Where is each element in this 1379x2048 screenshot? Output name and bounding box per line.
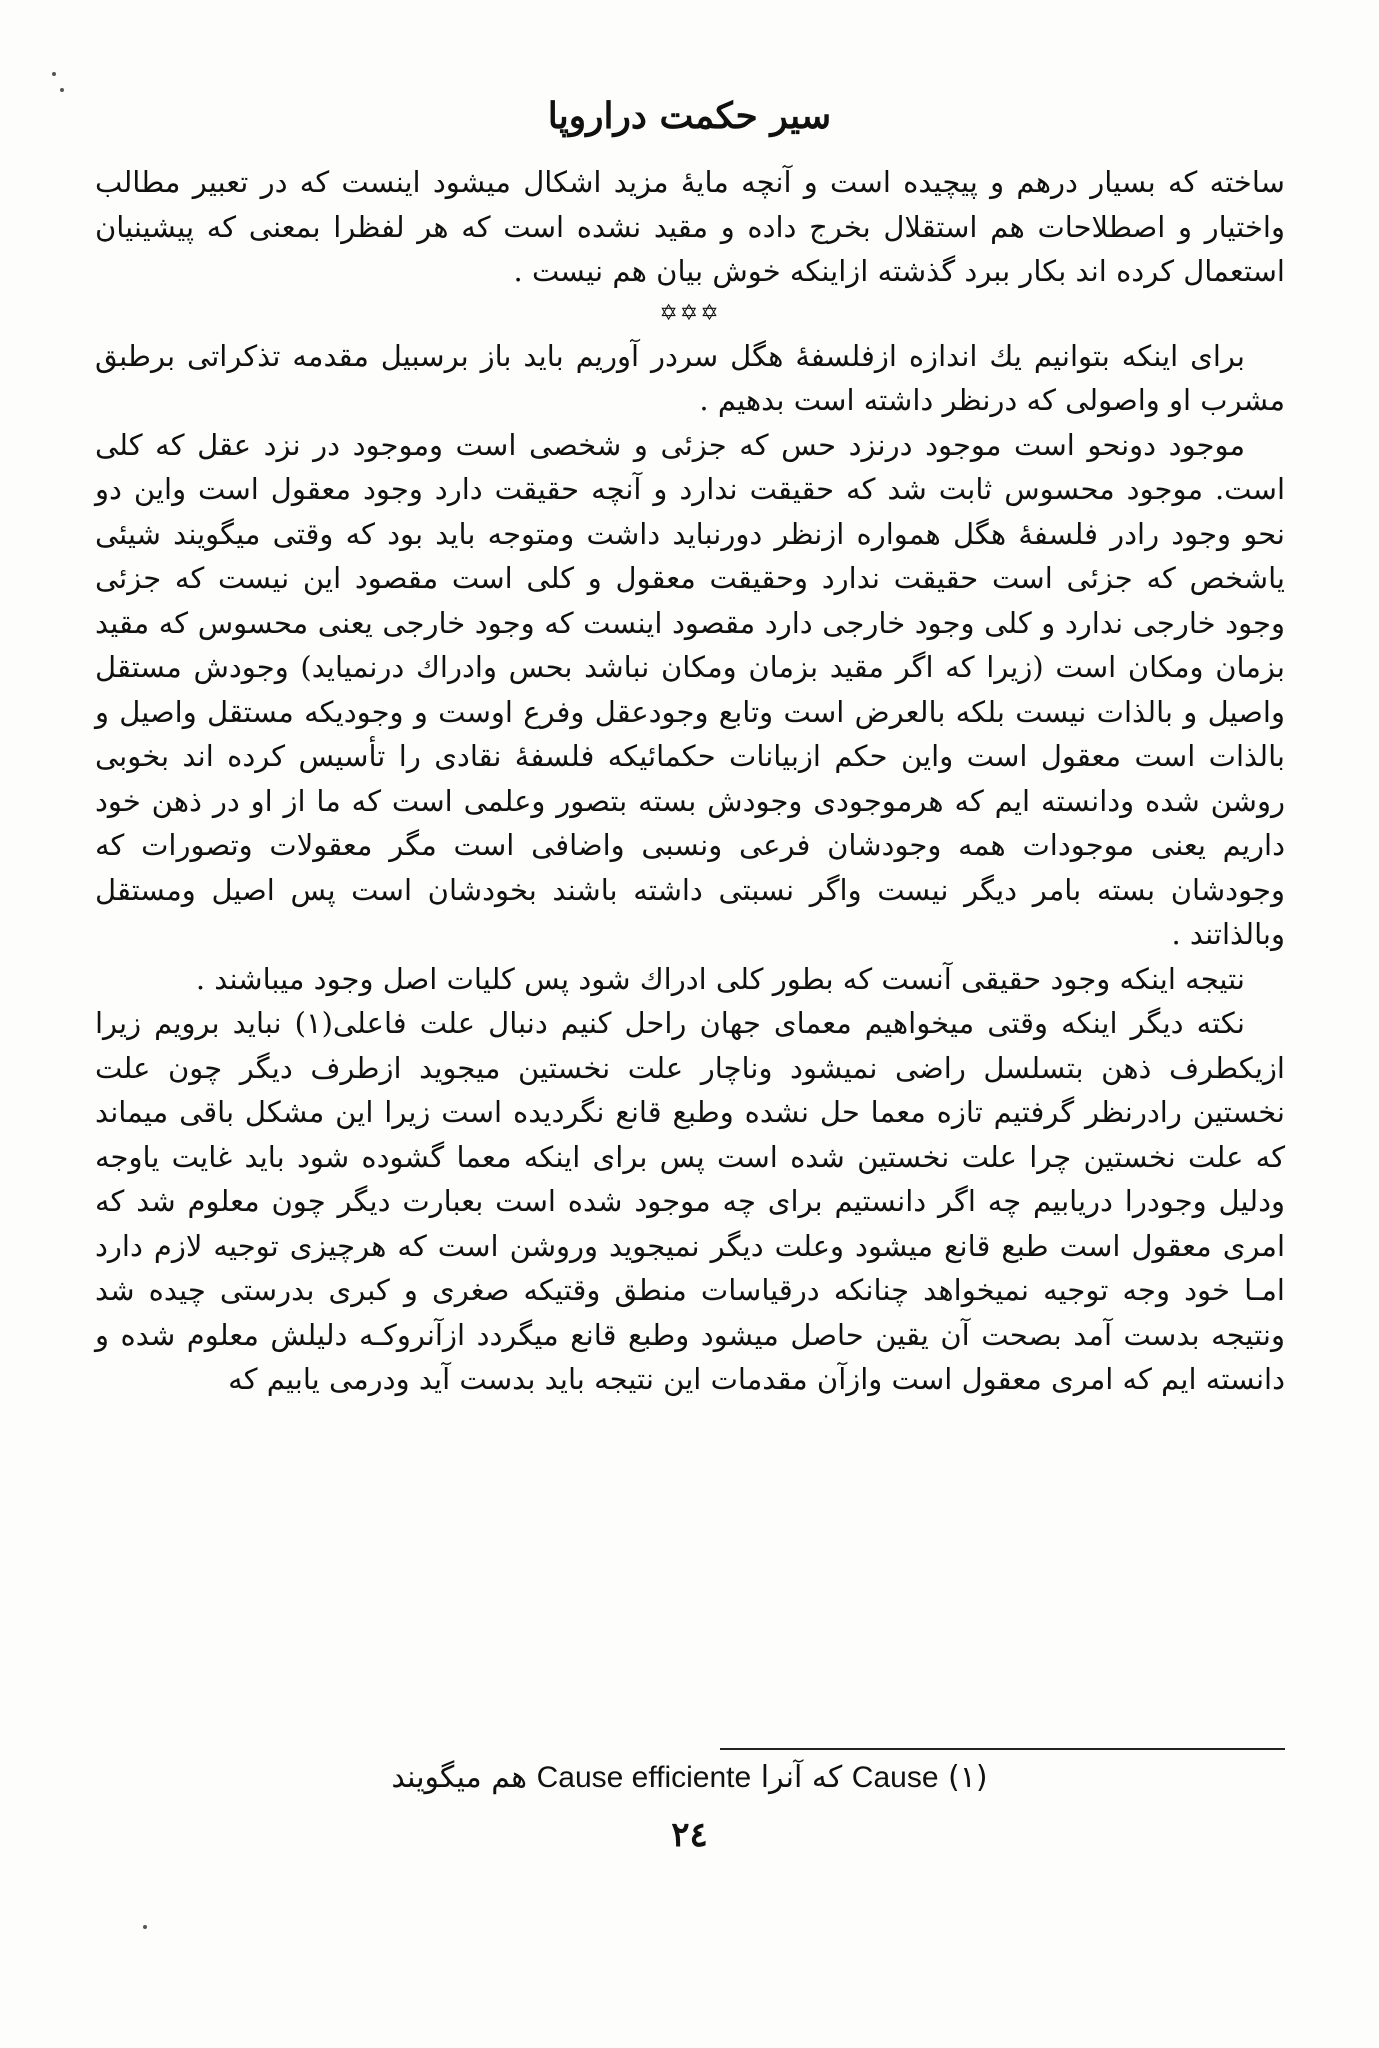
paragraph: برای اینکه بتوانیم یك اندازه ازفلسفهٔ هگل سردر آوریم باید باز برسبیل مقدمه تذکراتی برطبق مشرب او واصولی که درنظر داشته است بدهیم . [95,338,1285,417]
footnote-connector: که آنرا [760,1760,843,1795]
scan-speck [60,88,64,92]
paragraph: موجود دونحو است موجود درنزد حس که جزئی و شخصی است وموجود در نزد عقل که کلی است. موجود محسوس ثابت شد که حقیقت ندارد و آنچه حقیقت دارد وجود معقول است واین دو نحو وجود رادر فلسفهٔ هگل همواره ازنظر دورنباید داشت ومتوجه باید بود که وقتی میگویند شیئی یاشخص که جزئی است حقیقت ندارد وحقیقت معقول و کلی است مقصود این نیست که جزئی وجود خارجی ندارد و کلی وجود خارجی دارد مقصود اینست که وجود خارجی یعنی محسوس که مقید بزمان ومکان است (زیرا که اگر مقید بزمان ومکان نباشد بحس وادراك درنمیاید) وجودش مستقل واصیل و بالذات نیست بلکه بالعرض است وتابع وجودعقل وفرع اوست و وجودیکه مستقل واصیل و بالذات است معقول است واین حکم ازبیانات حکمائیکه فلسفهٔ نقادی را تأسیس کرده اند بخوبی روشن شده ودانسته ایم که هرموجودی وجودش بسته بتصور وعلمی است که ما از او در ذهن خود داریم یعنی موجودات همه وجودشان فرعی ونسبی واضافی است مگر معقولات وتصورات که وجودشان بسته بامر دیگر نیست واگر نسبتی داشته باشند بخودشان است پس اصیل ومستقل وبالذاتند . [95,427,1285,951]
footnote-marker: (۱) [948,1760,988,1795]
footnote-rule [720,1748,1285,1750]
scan-speck [143,1925,147,1929]
page-number: ۲٤ [671,1815,708,1855]
body-text [95,160,1285,1402]
footnote [0,1760,1379,1795]
footnote-term: Cause efficiente [536,1761,752,1794]
section-divider-stars: ✡✡✡ [659,300,721,326]
scan-speck [52,72,56,76]
paragraph: نکته دیگر اینکه وقتی میخواهیم معمای جهان راحل کنیم دنبال علت فاعلی(۱) نباید برویم زیرا ازیکطرف ذهن بتسلسل راضی نمیشود وناچار علت نخستین میجوید ازطرف دیگر چون علت نخستین رادرنظر گرفتیم تازه معما حل نشده وطبع قانع نگردیده است زیرا این مشکل باقی میماند که علت نخستین چرا علت نخستین شده است پس برای اینکه معما گشوده شود باید غایت یاوجه ودلیل وجودرا دریابیم چه اگر دانستیم برای چه موجود شده است بعبارت دیگر چون معلوم شد که امری معقول است طبع قانع میشود وعلت دیگر نمیجوید وروشن است که هرچیزی توجیه لازم دارد امـا خود وجه توجیه نمیخواهد چنانکه درقیاسات منطق وقتیکه صغری و کبری بدرستی چیده شد ونتیجه بدست آمد بصحت آن یقین حاصل میشود وطبع قانع میگردد ازآنروکـه دلیلش معلوم شده و دانسته ایم که امری معقول است وازآن مقدمات این نتیجه باید بدست آید ودرمی یابیم که [95,1006,1285,1396]
paragraph: ساخته که بسیار درهم و پیچیده است و آنچه مایهٔ مزید اشکال میشود اینست که در تعبیر مطالب واختیار و اصطلاحات هم استقلال بخرج داده و مقید نشده است که هر لفظرا بمعنی که پیشینیان استعمال کرده اند بکار ببرد گذشته ازاینکه خوش بیان هم نیست . [95,165,1285,288]
paragraph: نتیجه اینکه وجود حقیقی آنست که بطور کلی ادراك شود پس کلیات اصل وجود میباشند . [195,961,1245,996]
footnote-tail: هم میگویند [391,1760,528,1795]
running-head: سیر حکمت دراروپا [547,95,832,137]
footnote-term: Cause [851,1761,939,1794]
